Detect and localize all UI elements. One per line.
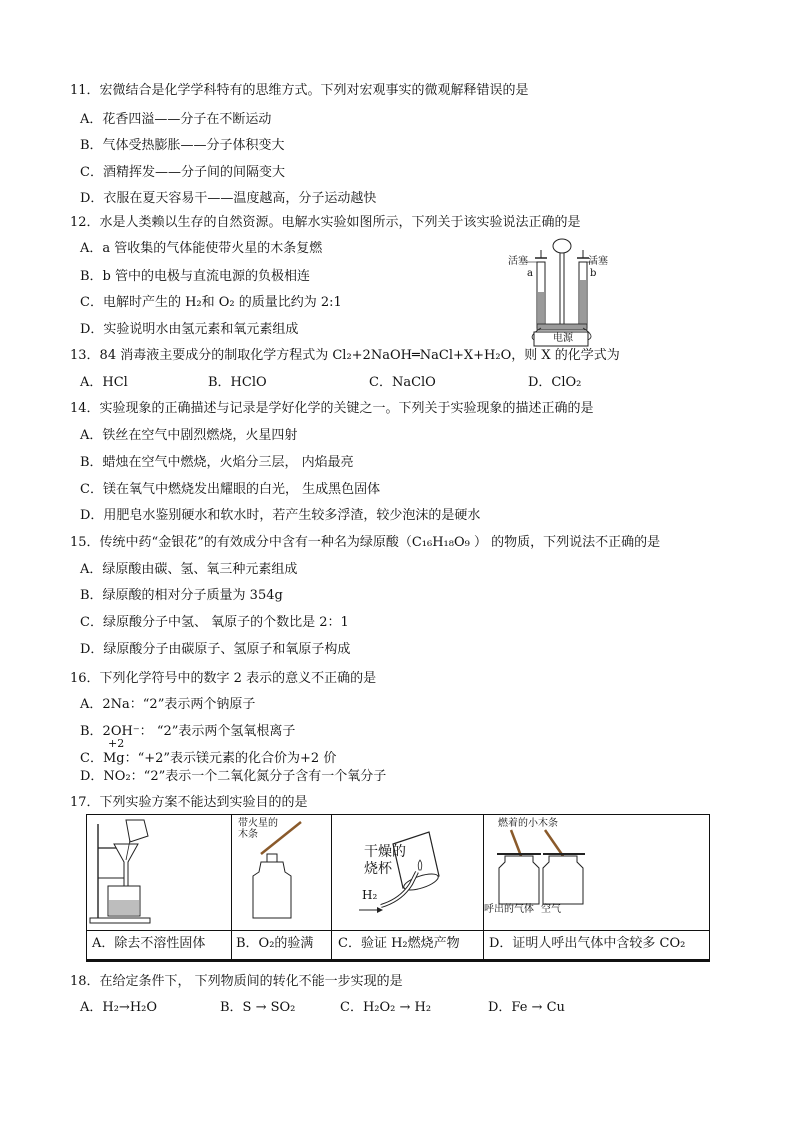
question-15-option-c: C．绿原酸分子中氢、 氧原子的个数比是 2：1 [80, 615, 349, 630]
question-14-stem: 14．实验现象的正确描述与记录是学好化学的关键之一。下列关于实验现象的描述正确的是 [70, 401, 594, 416]
question-15-stem: 15．传统中药“金银花”的有效成分中含有一种名为绿原酸（C₁₆H₁₈O₉ ） 的物质，下列说法不正确的是 [70, 535, 661, 550]
question-14-option-c: C．镁在氧气中燃烧发出耀眼的白光， 生成黑色固体 [80, 482, 381, 497]
question-11-option-a: A．花香四溢——分子在不断运动 [80, 112, 272, 127]
question-13-option-a: A．HCl [80, 375, 128, 390]
question-15-option-b: B．绿原酸的相对分子质量为 354g [80, 588, 283, 603]
question-18-option-b: B．S → SO₂ [220, 1000, 296, 1015]
electrolysis-apparatus-diagram [500, 232, 610, 347]
question-11-option-b: B．气体受热膨胀——分子体积变大 [80, 138, 285, 153]
question-17-caption-d: D．证明人呼出气体中含较多 CO₂ [489, 936, 686, 951]
diagram-label-power-supply: 电源 [553, 333, 573, 344]
question-17-caption-a: A．除去不溶性固体 [92, 936, 206, 951]
question-14-option-b: B．蜡烛在空气中燃烧，火焰分三层， 内焰最亮 [80, 455, 354, 470]
label-hydrogen: H₂ [362, 888, 378, 902]
question-18-option-a: A．H₂→H₂O [80, 1000, 158, 1015]
label-exhaled-gas: 呼出的气体 [484, 904, 534, 915]
question-17-caption-c: C．验证 H₂燃烧产物 [338, 936, 460, 951]
table-caption-divider [86, 930, 710, 931]
question-16-charge-mark: +2 [108, 737, 125, 750]
question-16-option-b: B．2OH⁻： “2”表示两个氢氧根离子 [80, 724, 296, 739]
question-11-stem: 11．宏微结合是化学学科特有的思维方式。下列对宏观事实的微观解释错误的是 [70, 83, 529, 98]
diagram-label-stopcock-right: 活塞 [588, 256, 608, 267]
label-dry-beaker: 干燥的烧杯 [364, 844, 406, 877]
question-14-option-d: D．用肥皂水鉴别硬水和软水时，若产生较多浮渣，较少泡沫的是硬水 [80, 508, 481, 523]
filtration-apparatus-image [86, 814, 231, 930]
question-12-option-a: A．a 管收集的气体能使带火星的木条复燃 [80, 241, 323, 256]
question-13-option-b: B．HClO [208, 375, 267, 390]
question-18-option-c: C．H₂O₂ → H₂ [340, 1000, 432, 1015]
question-14-option-a: A．铁丝在空气中剧烈燃烧，火星四射 [80, 428, 298, 443]
question-16-option-a: A．2Na：“2”表示两个钠原子 [80, 697, 256, 712]
label-burning-splint: 燃着的小木条 [498, 818, 558, 829]
question-17-caption-b: B．O₂的验满 [236, 936, 314, 951]
label-air: 空气 [541, 904, 561, 915]
question-11-option-d: D．衣服在夏天容易干——温度越高，分子运动越快 [80, 191, 377, 206]
diagram-label-tube-b: b [590, 268, 597, 279]
question-13-option-c: C．NaClO [369, 375, 436, 390]
question-16-option-d: D．NO₂：“2”表示一个二氧化氮分子含有一个氧分子 [80, 769, 387, 784]
question-12-stem: 12．水是人类赖以生存的自然资源。电解水实验如图所示，下列关于该实验说法正确的是 [70, 215, 581, 230]
question-15-option-d: D．绿原酸分子由碳原子、氢原子和氧原子构成 [80, 642, 351, 657]
question-13-stem: 13．84 消毒液主要成分的制取化学方程式为 Cl₂+2NaOH═NaCl+X+H₂O，则 X 的化学式为 [70, 348, 620, 363]
question-12-option-c: C．电解时产生的 H₂和 O₂ 的质量比约为 2:1 [80, 295, 342, 310]
diagram-label-stopcock-left: 活塞 [508, 256, 528, 267]
question-17-stem: 17．下列实验方案不能达到实验目的的是 [70, 795, 308, 810]
question-16-option-c: C．Mg：“+2”表示镁元素的化合价为+2 价 [80, 751, 337, 766]
diagram-label-tube-a: a [527, 268, 533, 279]
question-11-option-c: C．酒精挥发——分子间的间隔变大 [80, 165, 285, 180]
question-18-stem: 18．在给定条件下， 下列物质间的转化不能一步实现的是 [70, 974, 403, 989]
label-glowing-splint: 带火星的木条 [238, 818, 278, 840]
question-18-option-d: D．Fe → Cu [488, 1000, 565, 1015]
question-13-option-d: D．ClO₂ [528, 375, 582, 390]
question-16-stem: 16．下列化学符号中的数字 2 表示的意义不正确的是 [70, 671, 377, 686]
experiment-table [86, 814, 710, 962]
question-12-option-b: B．b 管中的电极与直流电源的负极相连 [80, 269, 311, 284]
question-15-option-a: A．绿原酸由碳、氢、氧三种元素组成 [80, 562, 298, 577]
question-12-option-d: D．实验说明水由氢元素和氧元素组成 [80, 322, 299, 337]
